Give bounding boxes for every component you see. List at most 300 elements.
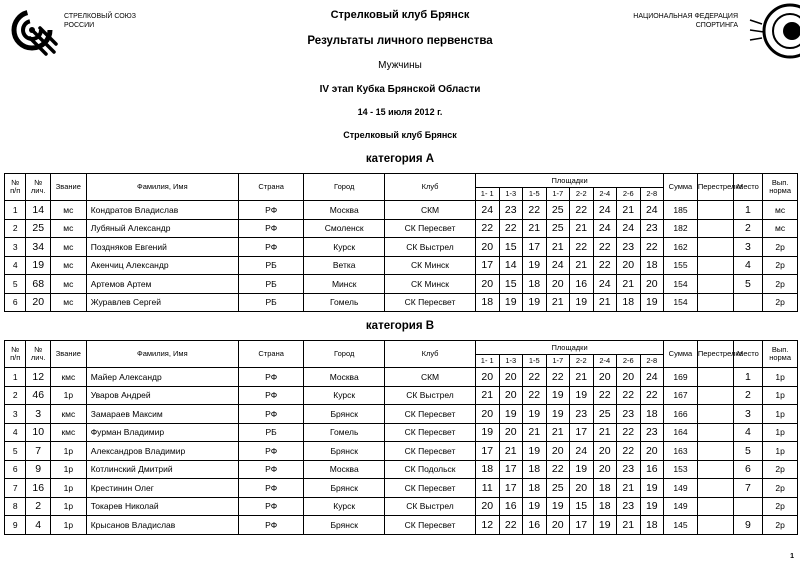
cell-country: РФ <box>238 405 303 424</box>
col-header-grounds: Площадки <box>476 174 664 188</box>
col-header-id <box>26 174 51 201</box>
gender-label: Мужчины <box>378 60 422 71</box>
table-row <box>5 479 798 498</box>
cell-country: РФ <box>238 219 303 238</box>
cell-club: СКМ <box>385 201 476 220</box>
col-header-sum: Сумма <box>664 174 698 201</box>
col-header-id <box>26 341 51 368</box>
cell-score: 17 <box>570 516 594 535</box>
cell-score: 20 <box>546 442 570 461</box>
club-name: Стрелковый клуб Брянск <box>330 9 470 21</box>
cell-score: 17 <box>476 256 500 275</box>
cell-score: 19 <box>523 293 547 312</box>
cell-score: 21 <box>546 238 570 257</box>
cell-name: Поздняков Евгений <box>86 238 238 257</box>
cell-reshoot <box>697 479 733 498</box>
stage-title: IV этап Кубка Брянской Области <box>319 84 481 95</box>
col-header-city: Город <box>304 341 385 368</box>
table-row <box>5 201 798 220</box>
cell-sum: 154 <box>664 275 698 294</box>
cell-city: Москва <box>304 201 385 220</box>
cell-score: 18 <box>476 293 500 312</box>
cell-norm: 2р <box>763 256 798 275</box>
cell-name: Акенчиц Александр <box>86 256 238 275</box>
col-header-ground: 1- 1 <box>476 355 500 368</box>
cell-sum: 182 <box>664 219 698 238</box>
cell-score: 20 <box>499 368 523 387</box>
col-header-country: Страна <box>238 341 303 368</box>
col-header-club: Клуб <box>385 341 476 368</box>
col-header-ground: 1-7 <box>546 355 570 368</box>
cell-name: Лубяный Александр <box>86 219 238 238</box>
col-header-norm <box>763 341 798 368</box>
cell-place: 2 <box>733 219 763 238</box>
col-header-norm-bottom: норма <box>769 353 791 362</box>
cell-country: РБ <box>238 275 303 294</box>
cell-score: 25 <box>593 405 617 424</box>
cell-sum: 185 <box>664 201 698 220</box>
cell-country: РФ <box>238 479 303 498</box>
cell-club: СК Выстрел <box>385 386 476 405</box>
cell-place: 3 <box>733 238 763 257</box>
cell-place <box>733 293 763 312</box>
cell-norm: 2р <box>763 460 798 479</box>
event-dates: 14 - 15 июля 2012 г. <box>357 107 443 117</box>
cell-score: 22 <box>640 386 664 405</box>
cell-score: 18 <box>640 256 664 275</box>
cell-city: Москва <box>304 460 385 479</box>
cell-place <box>733 497 763 516</box>
cell-score: 22 <box>593 256 617 275</box>
col-header-num <box>5 174 26 201</box>
table-row <box>5 275 798 294</box>
cell-rank: 1р <box>50 497 86 516</box>
cell-score: 19 <box>499 405 523 424</box>
col-header-reshoot: Перестрелка <box>697 341 733 368</box>
col-header-sum: Сумма <box>664 341 698 368</box>
cell-name: Котлинский Дмитрий <box>86 460 238 479</box>
cell-id: 4 <box>26 516 51 535</box>
cell-score: 20 <box>476 275 500 294</box>
cell-score: 20 <box>593 442 617 461</box>
cell-club: СК Выстрел <box>385 238 476 257</box>
table-row <box>5 497 798 516</box>
cell-score: 20 <box>617 256 641 275</box>
cell-score: 24 <box>593 201 617 220</box>
cell-sum: 153 <box>664 460 698 479</box>
cell-num: 3 <box>5 405 26 424</box>
cell-city: Брянск <box>304 516 385 535</box>
cell-score: 21 <box>570 219 594 238</box>
cell-place: 5 <box>733 275 763 294</box>
col-header-rank: Звание <box>50 341 86 368</box>
cell-score: 21 <box>617 201 641 220</box>
cell-score: 19 <box>499 293 523 312</box>
cell-city: Москва <box>304 368 385 387</box>
cell-city: Гомель <box>304 423 385 442</box>
cell-name: Кондратов Владислав <box>86 201 238 220</box>
cell-reshoot <box>697 201 733 220</box>
cell-score: 19 <box>546 497 570 516</box>
cell-score: 19 <box>476 423 500 442</box>
col-header-place: Место <box>733 174 763 201</box>
cell-id: 19 <box>26 256 51 275</box>
cell-club: СК Пересвет <box>385 479 476 498</box>
cell-score: 21 <box>546 423 570 442</box>
cell-score: 19 <box>523 405 547 424</box>
cell-club: СК Выстрел <box>385 497 476 516</box>
cell-club: СК Минск <box>385 275 476 294</box>
col-header-ground: 2-2 <box>570 188 594 201</box>
col-header-norm-top: Вып. <box>771 345 789 354</box>
cell-place: 6 <box>733 460 763 479</box>
cell-place: 4 <box>733 423 763 442</box>
cell-id: 68 <box>26 275 51 294</box>
cell-rank: 1р <box>50 386 86 405</box>
cell-club: СК Пересвет <box>385 516 476 535</box>
col-header-ground: 1- 1 <box>476 188 500 201</box>
cell-score: 20 <box>476 497 500 516</box>
cell-score: 24 <box>546 256 570 275</box>
cell-sum: 145 <box>664 516 698 535</box>
cell-score: 16 <box>570 275 594 294</box>
cell-rank: мс <box>50 275 86 294</box>
col-header-city: Город <box>304 174 385 201</box>
cell-id: 25 <box>26 219 51 238</box>
cell-score: 20 <box>546 516 570 535</box>
cell-score: 24 <box>593 219 617 238</box>
cell-score: 20 <box>499 386 523 405</box>
cell-reshoot <box>697 460 733 479</box>
cell-city: Брянск <box>304 479 385 498</box>
cell-city: Курск <box>304 386 385 405</box>
org-right-line2: СПОРТИНГА <box>695 22 738 29</box>
col-header-reshoot: Перестрелка <box>697 174 733 201</box>
page-title: Результаты личного первенства <box>307 35 493 47</box>
cell-norm: 1р <box>763 386 798 405</box>
cell-score: 21 <box>523 219 547 238</box>
cell-score: 15 <box>499 275 523 294</box>
cell-score: 23 <box>617 460 641 479</box>
cell-id: 2 <box>26 497 51 516</box>
org-right-line1: НАЦИОНАЛЬНАЯ ФЕДЕРАЦИЯ <box>633 13 738 20</box>
cell-score: 17 <box>476 442 500 461</box>
cell-score: 19 <box>523 497 547 516</box>
cell-score: 17 <box>499 479 523 498</box>
cell-score: 21 <box>523 423 547 442</box>
cell-score: 21 <box>570 368 594 387</box>
cell-place: 3 <box>733 405 763 424</box>
results-table-category-a <box>4 173 798 312</box>
cell-reshoot <box>697 516 733 535</box>
cell-country: РБ <box>238 256 303 275</box>
cell-score: 20 <box>476 405 500 424</box>
cell-score: 20 <box>640 442 664 461</box>
cell-country: РФ <box>238 460 303 479</box>
cell-score: 18 <box>476 460 500 479</box>
cell-rank: мс <box>50 256 86 275</box>
cell-norm: мс <box>763 201 798 220</box>
cell-city: Ветка <box>304 256 385 275</box>
cell-score: 23 <box>640 423 664 442</box>
cell-id: 7 <box>26 442 51 461</box>
cell-score: 16 <box>640 460 664 479</box>
cell-id: 9 <box>26 460 51 479</box>
cell-score: 19 <box>593 516 617 535</box>
org-left-line2: РОССИИ <box>64 22 95 29</box>
cell-sum: 162 <box>664 238 698 257</box>
cell-score: 22 <box>523 201 547 220</box>
cell-score: 18 <box>617 293 641 312</box>
col-header-norm <box>763 174 798 201</box>
cell-sum: 163 <box>664 442 698 461</box>
col-header-country: Страна <box>238 174 303 201</box>
cell-score: 25 <box>546 479 570 498</box>
results-table-category-b <box>4 340 798 535</box>
cell-reshoot <box>697 238 733 257</box>
cell-name: Замараев Максим <box>86 405 238 424</box>
cell-score: 20 <box>617 368 641 387</box>
table-row <box>5 405 798 424</box>
col-header-ground: 1-3 <box>499 355 523 368</box>
cell-score: 11 <box>476 479 500 498</box>
cell-score: 22 <box>570 238 594 257</box>
cell-id: 14 <box>26 201 51 220</box>
cell-num: 2 <box>5 386 26 405</box>
cell-club: СК Пересвет <box>385 442 476 461</box>
cell-score: 17 <box>523 238 547 257</box>
cell-country: РФ <box>238 516 303 535</box>
cell-city: Курск <box>304 238 385 257</box>
cell-norm: 2р <box>763 238 798 257</box>
cell-score: 19 <box>640 293 664 312</box>
cell-score: 21 <box>593 423 617 442</box>
col-header-num-bottom: п/п <box>10 353 21 362</box>
cell-score: 23 <box>640 219 664 238</box>
col-header-ground: 1-5 <box>523 355 547 368</box>
cell-reshoot <box>697 497 733 516</box>
cell-city: Минск <box>304 275 385 294</box>
cell-rank: кмс <box>50 405 86 424</box>
page-number: 1 <box>790 553 794 560</box>
cell-city: Брянск <box>304 405 385 424</box>
cell-id: 16 <box>26 479 51 498</box>
col-header-grounds: Площадки <box>476 341 664 355</box>
col-header-ground: 2-8 <box>640 188 664 201</box>
cell-rank: мс <box>50 238 86 257</box>
cell-norm: 2р <box>763 479 798 498</box>
table-row <box>5 423 798 442</box>
cell-reshoot <box>697 442 733 461</box>
table-row <box>5 442 798 461</box>
col-header-ground: 1-5 <box>523 188 547 201</box>
cell-norm: 1р <box>763 423 798 442</box>
cell-score: 20 <box>570 479 594 498</box>
table-row <box>5 368 798 387</box>
cell-norm: 1р <box>763 442 798 461</box>
venue-name: Стрелковый клуб Брянск <box>343 130 457 140</box>
cell-sum: 149 <box>664 479 698 498</box>
cell-score: 19 <box>570 460 594 479</box>
cell-country: РФ <box>238 497 303 516</box>
cell-id: 12 <box>26 368 51 387</box>
table-row <box>5 256 798 275</box>
col-header-ground: 1-7 <box>546 188 570 201</box>
cell-score: 23 <box>617 405 641 424</box>
cell-num: 2 <box>5 219 26 238</box>
cell-score: 21 <box>617 516 641 535</box>
cell-score: 20 <box>640 275 664 294</box>
cell-score: 19 <box>570 293 594 312</box>
cell-name: Александров Владимир <box>86 442 238 461</box>
cell-score: 18 <box>523 275 547 294</box>
cell-score: 18 <box>640 405 664 424</box>
col-header-rank: Звание <box>50 174 86 201</box>
cell-score: 25 <box>546 201 570 220</box>
cell-score: 23 <box>499 201 523 220</box>
cell-reshoot <box>697 368 733 387</box>
col-header-ground: 2-4 <box>593 355 617 368</box>
cell-rank: кмс <box>50 368 86 387</box>
cell-score: 19 <box>640 497 664 516</box>
cell-score: 22 <box>546 368 570 387</box>
col-header-norm-top: Вып. <box>771 178 789 187</box>
table-row <box>5 219 798 238</box>
cell-score: 22 <box>617 442 641 461</box>
col-header-num <box>5 341 26 368</box>
cell-score: 24 <box>593 275 617 294</box>
cell-rank: кмс <box>50 423 86 442</box>
cell-score: 21 <box>546 293 570 312</box>
table-row <box>5 293 798 312</box>
cell-score: 24 <box>476 201 500 220</box>
cell-club: СК Пересвет <box>385 405 476 424</box>
cell-score: 21 <box>617 479 641 498</box>
col-header-club: Клуб <box>385 174 476 201</box>
col-header-ground: 2-6 <box>617 188 641 201</box>
cell-city: Гомель <box>304 293 385 312</box>
cell-score: 22 <box>617 423 641 442</box>
cell-sum: 167 <box>664 386 698 405</box>
cell-score: 17 <box>570 423 594 442</box>
col-header-num-bottom: п/п <box>10 186 21 195</box>
cell-rank: 1р <box>50 460 86 479</box>
cell-score: 21 <box>570 256 594 275</box>
cell-score: 20 <box>476 238 500 257</box>
cell-reshoot <box>697 219 733 238</box>
org-left-line1: СТРЕЛКОВЫЙ СОЮЗ <box>64 13 136 20</box>
cell-score: 19 <box>640 479 664 498</box>
col-header-place: Место <box>733 341 763 368</box>
cell-country: РФ <box>238 442 303 461</box>
cell-sum: 149 <box>664 497 698 516</box>
cell-rank: 1р <box>50 516 86 535</box>
cell-score: 17 <box>499 460 523 479</box>
cell-name: Крысанов Владислав <box>86 516 238 535</box>
cell-score: 24 <box>570 442 594 461</box>
cell-score: 19 <box>546 405 570 424</box>
cell-sum: 169 <box>664 368 698 387</box>
cell-rank: мс <box>50 201 86 220</box>
cell-score: 19 <box>523 442 547 461</box>
cell-sum: 155 <box>664 256 698 275</box>
cell-rank: 1р <box>50 442 86 461</box>
cell-num: 6 <box>5 460 26 479</box>
cell-club: СК Подольск <box>385 460 476 479</box>
table-row <box>5 386 798 405</box>
cell-score: 15 <box>499 238 523 257</box>
cell-id: 3 <box>26 405 51 424</box>
cell-score: 22 <box>499 516 523 535</box>
cell-score: 24 <box>640 368 664 387</box>
cell-num: 6 <box>5 293 26 312</box>
cell-norm: 1р <box>763 368 798 387</box>
cell-country: РБ <box>238 293 303 312</box>
cell-rank: мс <box>50 293 86 312</box>
col-header-ground: 2-8 <box>640 355 664 368</box>
cell-score: 23 <box>617 497 641 516</box>
cell-score: 18 <box>523 460 547 479</box>
cell-score: 22 <box>617 386 641 405</box>
cell-score: 20 <box>476 368 500 387</box>
cell-norm: 2р <box>763 516 798 535</box>
cell-country: РБ <box>238 423 303 442</box>
table-row <box>5 516 798 535</box>
cell-place: 5 <box>733 442 763 461</box>
cell-club: СК Пересвет <box>385 423 476 442</box>
col-header-norm-bottom: норма <box>769 186 791 195</box>
col-header-name: Фамилия, Имя <box>86 341 238 368</box>
cell-score: 19 <box>523 256 547 275</box>
cell-country: РФ <box>238 238 303 257</box>
cell-club: СК Пересвет <box>385 293 476 312</box>
cell-country: РФ <box>238 368 303 387</box>
cell-name: Майер Александр <box>86 368 238 387</box>
col-header-ground: 2-4 <box>593 188 617 201</box>
cell-score: 14 <box>499 256 523 275</box>
cell-score: 22 <box>640 238 664 257</box>
cell-score: 19 <box>570 386 594 405</box>
cell-score: 20 <box>593 460 617 479</box>
cell-score: 16 <box>499 497 523 516</box>
cell-id: 20 <box>26 293 51 312</box>
cell-reshoot <box>697 405 733 424</box>
cell-num: 5 <box>5 275 26 294</box>
cell-score: 18 <box>593 479 617 498</box>
cell-score: 22 <box>546 460 570 479</box>
cell-sum: 154 <box>664 293 698 312</box>
cell-score: 23 <box>617 238 641 257</box>
cell-score: 16 <box>523 516 547 535</box>
cell-norm: 2р <box>763 275 798 294</box>
cell-score: 24 <box>640 201 664 220</box>
cell-num: 9 <box>5 516 26 535</box>
col-header-num-top: № <box>11 345 20 354</box>
cell-num: 4 <box>5 423 26 442</box>
cell-id: 46 <box>26 386 51 405</box>
cell-sum: 166 <box>664 405 698 424</box>
cell-place: 9 <box>733 516 763 535</box>
cell-score: 18 <box>640 516 664 535</box>
cell-norm: мс <box>763 219 798 238</box>
cell-score: 24 <box>617 219 641 238</box>
cell-reshoot <box>697 256 733 275</box>
cell-id: 34 <box>26 238 51 257</box>
cell-place: 7 <box>733 479 763 498</box>
cell-place: 1 <box>733 201 763 220</box>
table-row <box>5 460 798 479</box>
cell-score: 23 <box>570 405 594 424</box>
